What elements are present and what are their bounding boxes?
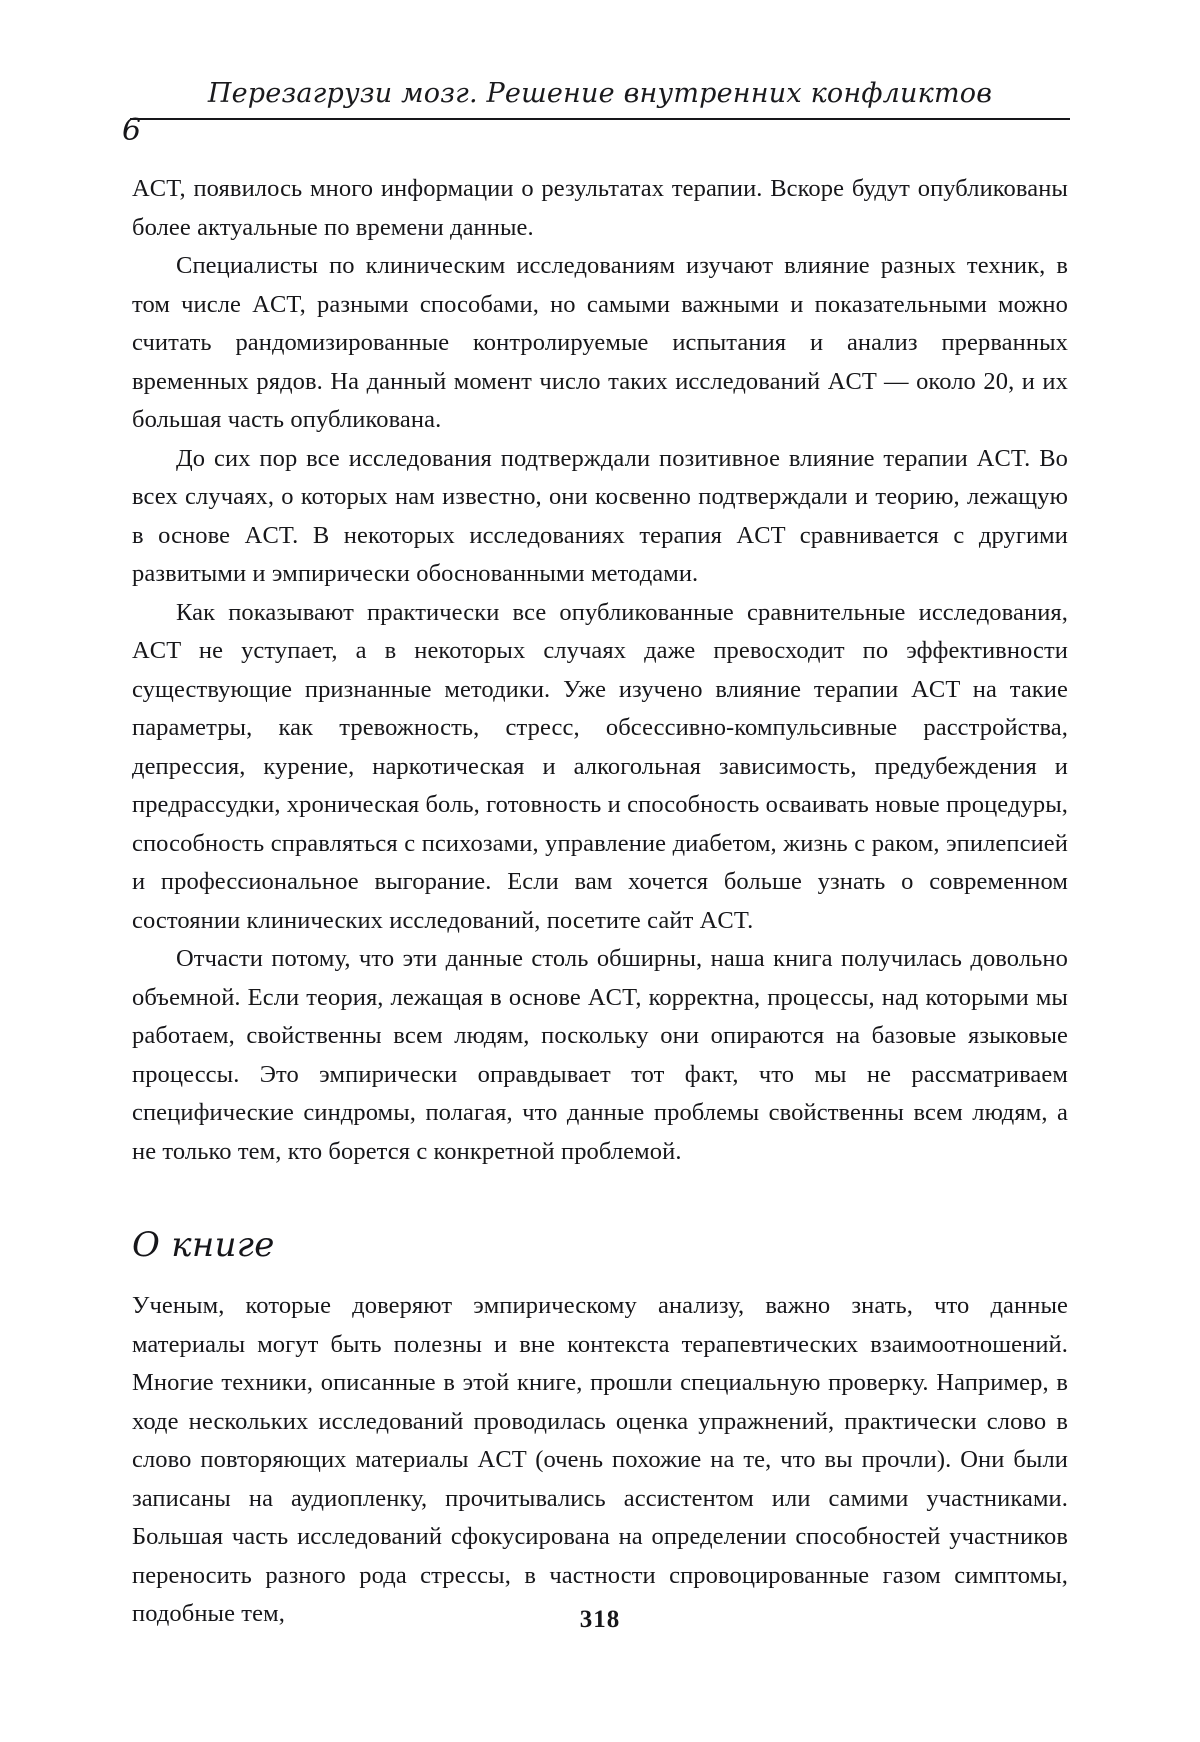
page-number: 318 xyxy=(579,1606,621,1633)
running-head: Перезагрузи мозг. Решение внутренних конфликтов xyxy=(207,78,993,109)
header-ornament: 6 xyxy=(122,113,142,148)
header-divider xyxy=(130,118,1070,120)
paragraph: Ученым, которые доверяют эмпирическому анализу, важно знать, что данные материалы могут быть полезны и вне контекста терапевтических взаимоотношений. Многие техники, описанные в этой книге, прошли специальную проверку. Например, в ходе нескольких исследований проводилась оценка упражнений, практически слово в слово повторяющих материалы ACT (очень похожие на те, что вы прочли). Они были записаны на аудиопленку, прочитывались ассистентом или самими участниками. Большая часть исследований сфокусирована на определении способностей участников переносить разного рода стрессы, в частности спровоцированные газом симптомы, подобные тем, xyxy=(132,1292,1068,1627)
paragraph: Специалисты по клиническим исследованиям изучают влияние разных техник, в том числе ACT, разными способами, но самыми важными и показательными можно считать рандомизированные контролируемые испытания и анализ прерванных временных рядов. На данный момент число таких исследований ACT — около 20, и их большая часть опубликована. xyxy=(132,252,1068,433)
paragraph: Отчасти потому, что эти данные столь обширны, наша книга получилась довольно объемной. Если теория, лежащая в основе ACT, корректна, процессы, над которыми мы работаем, свойственны всем людям, поскольку они опираются на базовые языковые процессы. Это эмпирически оправдывает тот факт, что мы не рассматриваем специфические синдромы, полагая, что данные проблемы свойственны всем людям, а не только тем, кто борется с конкретной проблемой. xyxy=(132,945,1068,1165)
paragraph: ACT, появилось много информации о результатах терапии. Вскоре будут опубликованы более актуальные по времени данные. xyxy=(132,175,1068,241)
page-header xyxy=(122,78,1070,148)
paragraph: Как показывают практически все опубликованные сравнительные исследования, ACT не уступает, а в некоторых случаях даже превосходит по эффективности существующие признанные методики. Уже изучено влияние терапии ACT на такие параметры, как тревожность, стресс, обсессивно-компульсивные расстройства, депрессия, курение, наркотическая и алкогольная зависимость, предубеждения и предрассудки, хроническая боль, готовность и способность осваивать новые процедуры, способность справляться с психозами, управление диабетом, жизнь с раком, эпилепсией и профессиональное выгорание. Если вам хочется больше узнать о современном состоянии клинических исследований, посетите сайт ACT. xyxy=(132,598,1068,934)
paragraph: До сих пор все исследования подтверждали позитивное влияние терапии ACT. Во всех случаях, о которых нам известно, они косвенно подтверждали и теорию, лежащую в основе ACT. В некоторых исследованиях терапия ACT сравнивается с другими развитыми и эмпирически обоснованными методами. xyxy=(132,444,1068,587)
section-heading: О книге xyxy=(132,1225,275,1265)
body-text-column xyxy=(132,170,1068,1634)
